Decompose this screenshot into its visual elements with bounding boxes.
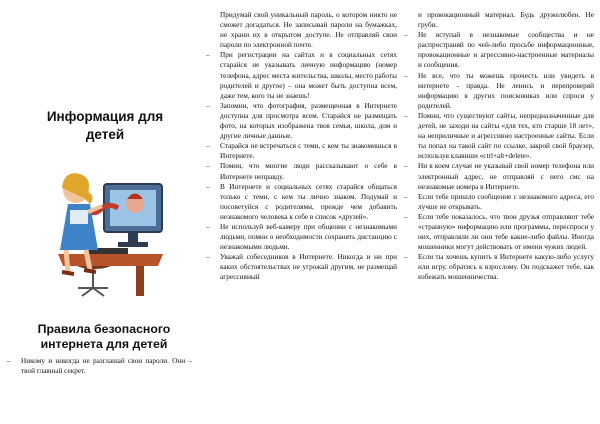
rule-item: и провокационный материал. Будь дружелюбен. Не груби. <box>418 11 594 30</box>
rule-item: – При регистрации на сайтах и в социальных сетях старайся не указывать личную информацию (номер телефона, адрес места жительства, школы, место работы родителей и другое) – она может быть доступна всем, даже тем, кого ты не знаешь! <box>205 50 397 100</box>
cover-rules-list <box>6 356 192 376</box>
rules-list-middle <box>205 10 397 283</box>
rule-item: Придумай свой уникальный пароль, о котором никто не сможет догадаться. Не записывай пароли на бумажках, не храни их в открытом доступе. Не отправляй свои пароли по электронной почте. <box>220 11 397 50</box>
rule-item: – Ни в коем случае не указывай свой номер телефона или электронный адрес, не отправляй с него смс на незнакомые номера в Интернете. <box>403 161 594 191</box>
child-at-computer-illustration <box>38 150 168 298</box>
rule-item: – Запомни, что фотография, размещенная в Интернете доступна для просмотра всем. Старайся не размещать фото, на которых изображена твоя семья, школа, дом и другие личные данные. <box>205 101 397 141</box>
rule-item: – Если ты хочешь купить в Интернете какую-либо услугу или игру, обратись к взрослому. Он подскажет тебе, как избежать мошенничества. <box>403 252 594 282</box>
rule-item: – Если тебе пришло сообщение с незнакомого адреса, его лучше не открывать. <box>403 192 594 212</box>
rule-item: – Никому и никогда не разглашай свои пароли. Они – твой главный секрет. <box>6 356 192 376</box>
rule-item: – Не все, что ты можешь прочесть или увидеть в интернете - правда. Не ленись и перепроверяй информацию в других поисковиках или спроси у родителей. <box>403 71 594 111</box>
rule-item: – Старайся не встречаться с теми, с кем ты знакомишься в Интернете. <box>205 141 397 161</box>
rule-item: – Помни, что существуют сайты, непредназначенные для детей, не заходи на сайты «для тех, кто старше 18 лет», на неприличные и агрессивно настроенные сайты. Если ты попал на такой сайт по ссылке, закрой свой браузер, используя клавиши «ctrl+alt+delete». <box>403 111 594 161</box>
rule-item: – В Интернете и социальных сетях старайся общаться только с теми, с кем ты лично знаком. Подумай и посоветуйся с родителями, прежде чем добавить незнакомого человека к себе в список «друзей». <box>205 182 397 222</box>
brochure-title: Информация для детей <box>46 109 164 142</box>
rules-list-right <box>403 10 594 283</box>
rule-item: – Не вступай в незнакомые сообщества и не распространяй по чей-либо просьбе информационные, провокационные и агрессивно-настроенные материалы и сообщения. <box>403 30 594 70</box>
rules-panel-right <box>403 0 594 424</box>
cover-panel <box>0 0 200 424</box>
rule-item: – Не используй веб-камеру при общении с незнакомыми людьми, помни о необходимости сохранять дистанцию с незнакомыми людьми. <box>205 222 397 252</box>
rule-item: – Если тебе показалось, что твои друзья отправляют тебе «странную» информацию или программы, переспроси у них, отправляли ли они тебе какие-либо файлы. Иногда мошенники могут действовать от имени чужих людей. <box>403 212 594 252</box>
rules-panel-middle <box>205 0 397 424</box>
rule-item: – Помни, что многие люди рассказывают о себе в Интернете неправду. <box>205 161 397 181</box>
brochure-subtitle: Правила безопасного интернета для детей <box>37 322 171 351</box>
rule-item: – Уважай собеседников в Интернете. Никогда и ни при каких обстоятельствах не угрожай другим, не размещай агрессивный <box>205 252 397 282</box>
